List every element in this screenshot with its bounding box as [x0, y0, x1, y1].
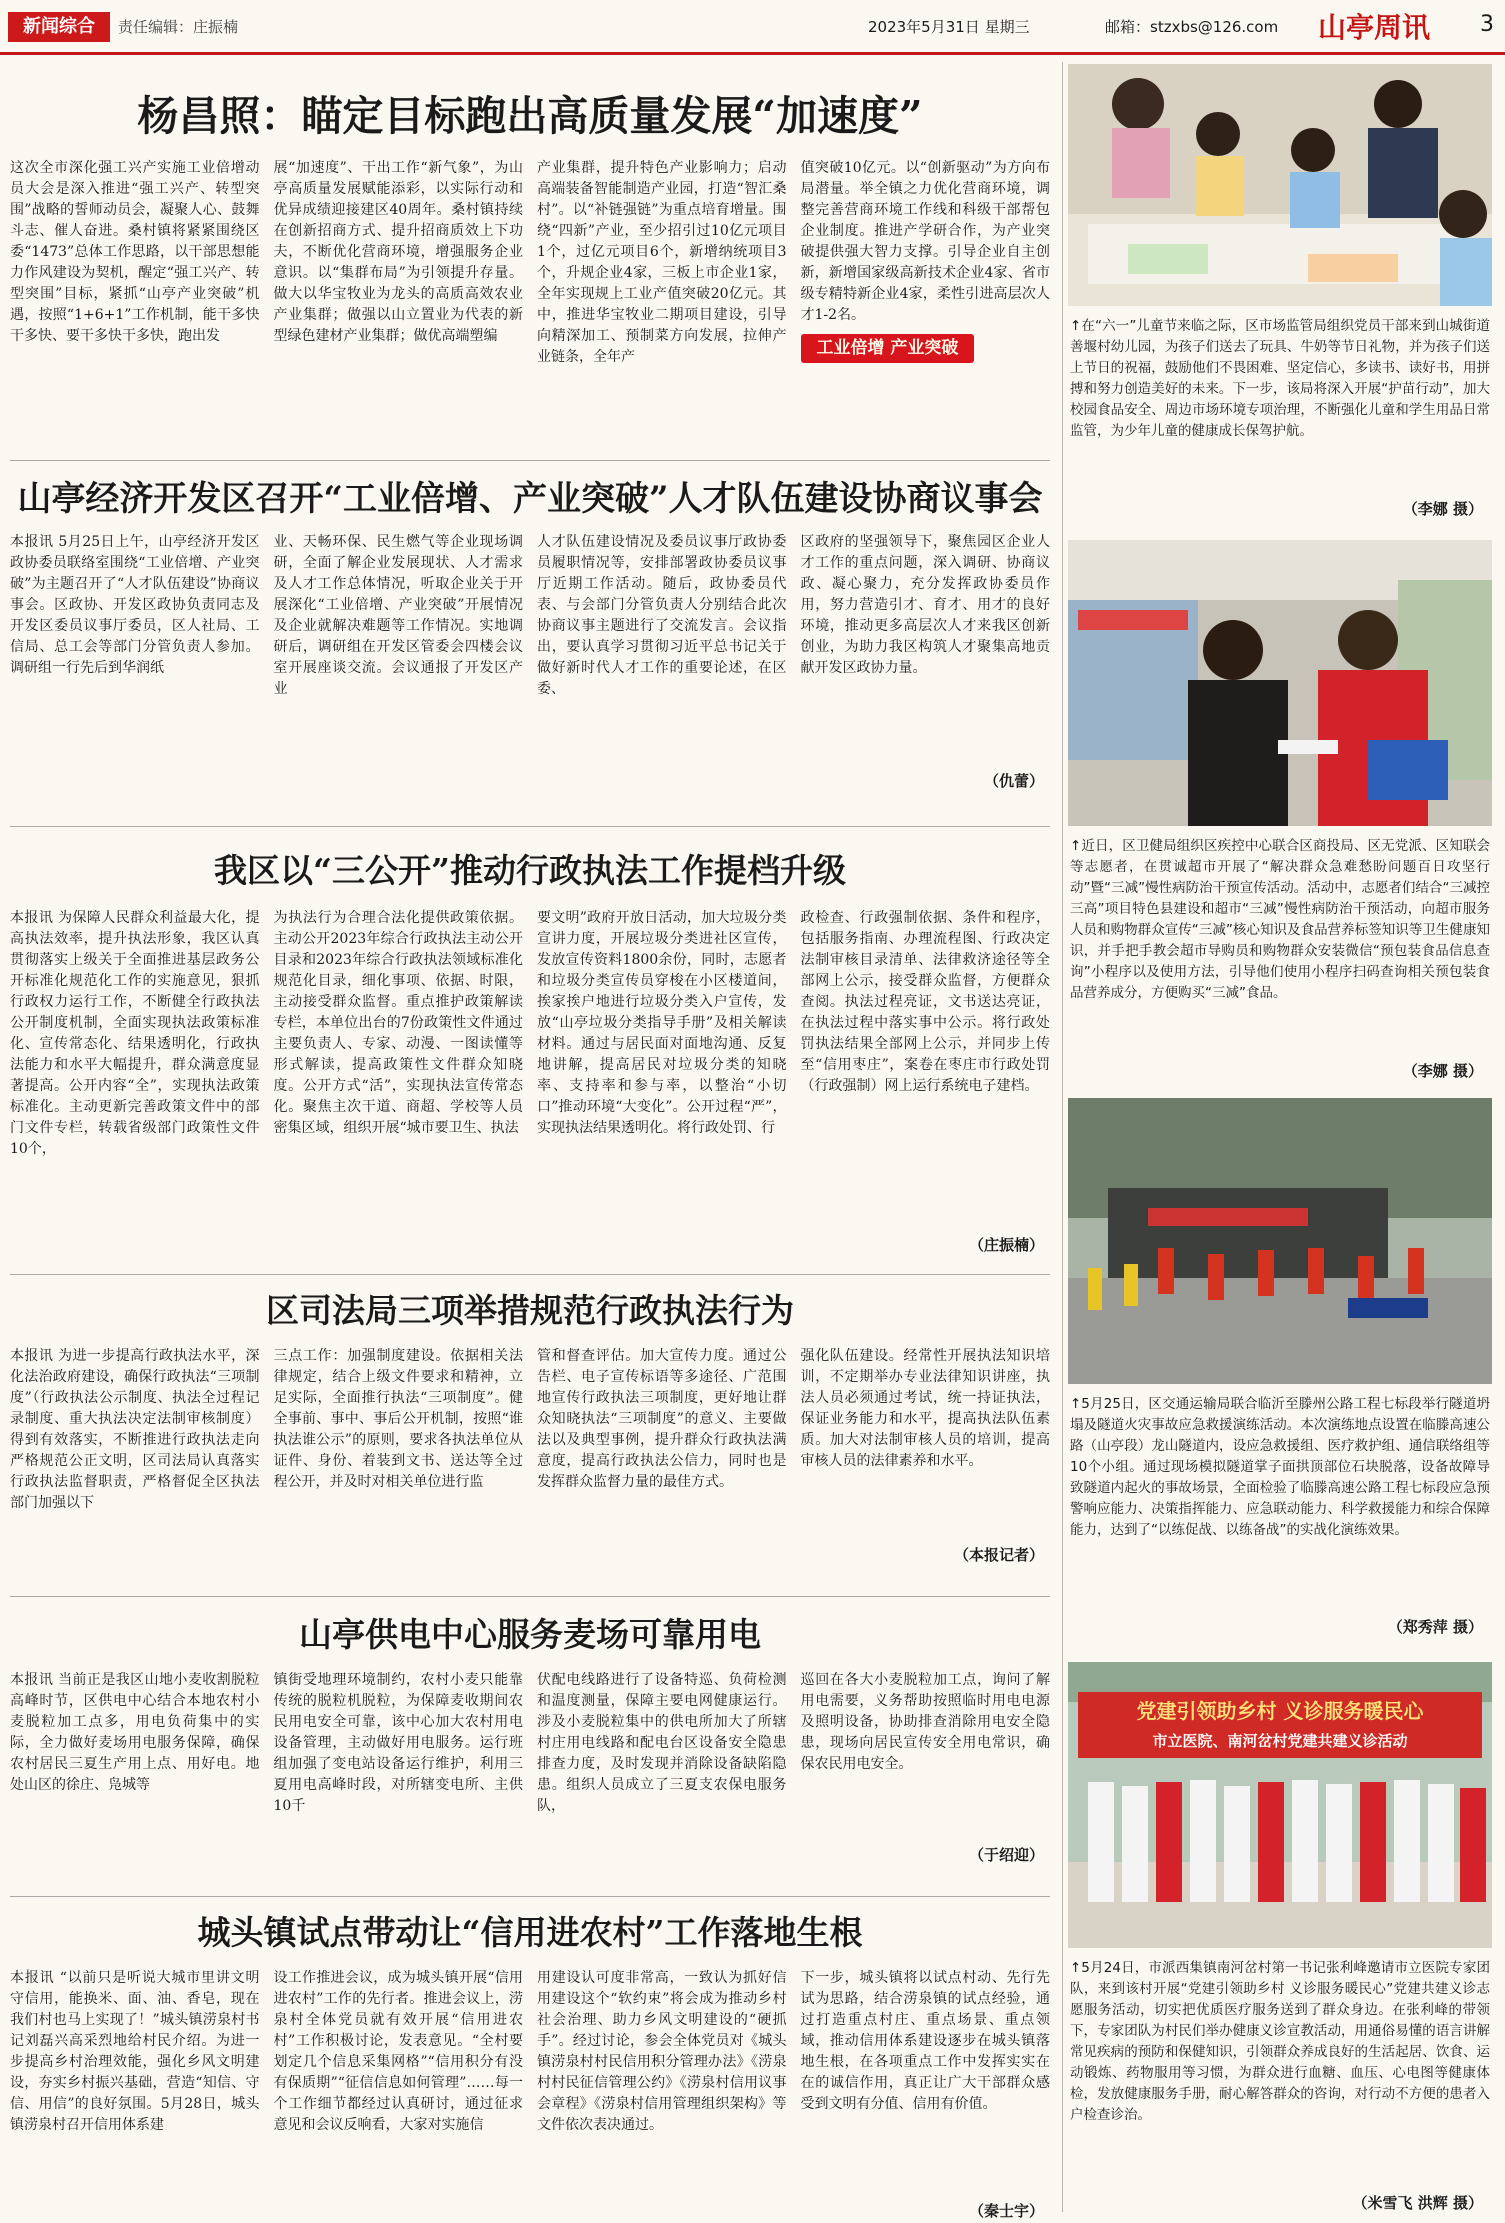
article-column: 下一步，城头镇将以试点村动、先行先试为思路，结合涝泉镇的试点经验，通过打造重点村庄、重点场景、重点领域，推动信用体系建设逐步在城头镇落地生根，在各项重点工作中发挥实实在在的诚信作用，真正让广大干部群众感受到文明有分值、信用有价值。 — [800, 1970, 1050, 2112]
editor-credit: 责任编辑：庄振楠 — [118, 18, 239, 36]
article-justice-bureau — [10, 1288, 1050, 1588]
article-column: 这次全市深化强工兴产实施工业倍增动员大会是深入推进“强工兴产、转型突围”战略的誓师动员会，凝聚人心、鼓舞斗志、催人奋进。桑村镇将紧紧围绕区委“1473”总体工作思路，以干部思想能力作风建设为契机，醒定“强工兴产、转型突围”目标，紧抓“山亭产业突破”机遇，按照“1+6+1”工作机制，能干多快干多快、要干多快干多快，跑出发 — [10, 160, 260, 344]
article-body — [10, 908, 1050, 1244]
photo-caption: ↑近日，区卫健局组织区疾控中心联合区商投局、区无党派、区知联会等志愿者，在贯诚超市开展了“解决群众急难愁盼问题百日攻坚行动”暨“三减”慢性病防治干预宣传活动。活动中，志愿者们结合“三减控三高”项目特色县建设和超市“三减”慢性病防治干预活动，向超市服务人员和购物群众宣传“三减”核心知识及食品营养标签知识等卫生健康知识，并手把手教会超市导购员和购物群众安装微信“预包装食品信息查询”小程序以及使用方法，引导他们使用小程序扫码查询相关预包装食品营养成分，方便购买“三减”食品。 — [1070, 838, 1490, 1001]
article-title: 山亭经济开发区召开“工业倍增、产业突破”人才队伍建设协商议事会 — [17, 479, 1043, 519]
article-divider — [10, 460, 1050, 461]
article-talent-meeting — [10, 476, 1050, 806]
article-column: 产业集群，提升特色产业影响力；启动高端装备智能制造产业园，打造“智汇桑村”。以“补链强链”为重点培育增量。围绕“四新”产业，至少招引过10亿元项目1个，过亿元项目6个，新增纳统项目3个，升规企业4家，三板上市企业1家，全年实现规上工业产值突破20亿元。其中，推进华宝牧业二期项目建设，引导向精深加工、预制菜方向发展，拉伸产业链条，全年产 — [537, 160, 787, 365]
article-column: 本报讯 “以前只是听说大城市里讲文明守信用，能换米、面、油、香皂，现在我们村也马上实现了！”城头镇涝泉村书记刘磊兴高采烈地给村民介绍。为进一步提高乡村治理效能，强化乡风文明建设，夯实乡村振兴基础，营造“知信、守信、用信”的良好氛围。5月28日，城头镇涝泉村召开信用体系建 — [10, 1970, 260, 2133]
article-body — [10, 1968, 1050, 2198]
article-byline: （本报记者） — [953, 1546, 1044, 1564]
banner-text-top: 党建引领助乡村 义诊服务暖民心 — [1136, 1699, 1424, 1723]
article-body — [10, 532, 1050, 722]
column-divider — [1062, 62, 1063, 2212]
article-column: 管和督查评估。加大宣传力度。通过公告栏、电子宣传标语等多途径、广范围地宣传行政执法三项制度，更好地让群众知晓执法“三项制度”的意义、主要做法以及典型事例，提升群众行政执法满意度，提高行政执法公信力，同时也是发挥群众监督力量的最佳方式。 — [537, 1348, 787, 1490]
photo-children-drawing — [1068, 64, 1492, 306]
article-divider — [10, 1896, 1050, 1897]
article-column — [801, 158, 1051, 418]
photo-credit: （郑秀萍 摄） — [1387, 1618, 1483, 1636]
photo-credit: （李娜 摄） — [1402, 500, 1483, 518]
article-column: 巡回在各大小麦脱粒加工点，询问了解用电需要，义务帮助按照临时用电电源及照明设备，协助排查消除用电安全隐患，现场向居民宣传安全用电常识，确保农民用电安全。 — [800, 1672, 1050, 1772]
article-column: 为执法行为合理合法化提供政策依据。主动公开2023年综合行政执法主动公开目录和2023年综合行政执法领域标准化规范化目录，细化事项、依据、时限，主动接受群众监督。重点推护政策解读专栏，本单位出台的7份政策性文件通过主要负责人、专家、动漫、一图读懂等形式解读，提高政策性文件群众知晓度。公开方式“活”，实现执法宣传常态化。聚焦主次干道、商超、学校等人员密集区域，组织开展“城市要卫生、执法 — [273, 910, 523, 1136]
article-power-supply — [10, 1612, 1050, 1882]
article-three-publicity — [10, 848, 1050, 1268]
photo-caption: ↑5月24日，市派西集镇南河岔村第一书记张利峰邀请市立医院专家团队，来到该村开展“党建引领助乡村 义诊服务暖民心”党建共建义诊志愿服务活动，切实把优质医疗服务送到了群众身边。在张利峰的带领下，专家团队为村民们举办健康义诊宣教活动，用通俗易懂的语言讲解常见疾病的预防和保健知识，引领群众养成良好的生活起居、饮食、运动锻炼、药物服用等习惯，为群众进行血糖、血压、心电图等健康体检，发放健康服务手册，耐心解答群众的咨询，对行动不方便的患者入户检查诊治。 — [1070, 1960, 1490, 2123]
article-credit-village — [10, 1910, 1050, 2220]
article-title: 区司法局三项举措规范行政执法行为 — [266, 1291, 794, 1330]
article-byline: （秦士宇） — [968, 2202, 1044, 2220]
article-title: 杨昌照：瞄定目标跑出高质量发展“加速度” — [137, 92, 923, 140]
article-column: 镇街受地理环境制约，农村小麦只能靠传统的脱粒机脱粒，为保障麦收期间农民用电安全可靠，该中心加大农村用电设备管理，主动做好用电服务。运行班组加强了变电站设备运行维护，利用三夏用电高峰时段，对所辖变电所、主供10千 — [273, 1672, 523, 1814]
article-byline: （仇蕾） — [983, 772, 1044, 790]
masthead-rule — [0, 52, 1505, 55]
article-byline: （庄振楠） — [968, 1236, 1044, 1254]
article-column: 本报讯 当前正是我区山地小麦收割脱粒高峰时节，区供电中心结合本地农村小麦脱粒加工点多，用电负荷集中的实际，全力做好麦场用电服务保障，确保农村居民三夏生产用上点、用好电。地处山区的徐庄、凫城等 — [10, 1672, 260, 1793]
article-body — [10, 158, 1050, 418]
article-title: 山亭供电中心服务麦场可靠用电 — [299, 1615, 761, 1654]
article-title: 我区以“三公开”推动行政执法工作提档升级 — [214, 851, 846, 890]
article-column: 人才队伍建设情况及委员议事厅政协委员履职情况等，安排部署政协委员议事厅近期工作活动。随后，政协委员代表、与会部门分管负责人分别结合此次协商议事主题进行了交流发言。会议指出，要认真学习贯彻习近平总书记关于做好新时代人才工作的重要论述，在区委、 — [537, 534, 787, 697]
paper-name: 山亭周讯 — [1318, 11, 1431, 44]
issue-date: 2023年5月31日 星期三 — [868, 18, 1030, 36]
article-title: 城头镇试点带动让“信用进农村”工作落地生根 — [197, 1913, 863, 1952]
photo-medical-service — [1068, 1662, 1492, 1948]
article-column-text: 值突破10亿元。以“创新驱动”为方向布局潜量。举全镇之力优化营商环境，调整完善营商环境工作线和科级干部帮包企业制度。推进产学研合作，为产业突破提供强大智力支撑。引导企业自主创新，新增国家级高新技术企业4家、省市级专精特新企业4家，柔性引进高层次人才1-2名。 — [800, 160, 1050, 323]
article-column: 要文明”政府开放日活动，加大垃圾分类宣讲力度，开展垃圾分类进社区宣传，发放宣传资料1800余份，同时，志愿者和垃圾分类宣传员穿梭在小区楼道间，挨家挨户地进行垃圾分类入户宣传，发放“山亭垃圾分类指导手册”及相关解读材料。通过与居民面对面地沟通、反复地讲解，提高居民对垃圾分类的知晓率、支持率和参与率，以整治“小切口”推动环境“大变化”。公开过程“严”，实现执法结果透明化。将行政处罚、行 — [537, 910, 787, 1136]
photo-tunnel-drill — [1068, 1098, 1492, 1384]
article-column: 伏配电线路进行了设备特巡、负荷检测和温度测量，保障主要电网健康运行。涉及小麦脱粒集中的供电所加大了所辖村庄用电线路和配电台区设备安全隐患排查力度，及时发现并消除设备缺陷隐患。组织人员成立了三夏支农保电服务队， — [537, 1672, 787, 1814]
article-divider — [10, 1596, 1050, 1597]
photo-caption: ↑5月25日，区交通运输局联合临沂至滕州公路工程七标段举行隧道坍塌及隧道火灾事故应急救援演练活动。本次演练地点设置在临滕高速公路（山亭段）龙山隧道内，设应急救援组、医疗救护组、通信联络组等10个小组。通过现场模拟隧道掌子面拱顶部位石块脱落，设备故障导致隧道内起火的事故场景，全面检验了临滕高速公路工程七标段应急预警响应能力、决策指挥能力、应急联动能力、科学救援能力和综合保障能力，达到了“以练促战、以练备战”的实战化演练效果。 — [1070, 1396, 1490, 1538]
article-column: 本报讯 5月25日上午，山亭经济开发区政协委员联络室围绕“工业倍增、产业突破”为主题召开了“人才队伍建设”协商议事会。区政协、开发区政协负责同志及开发区委员议事厅委员，区人社局、工信局、总工会等部门分管负责人参加。调研组一行先后到华润纸 — [10, 534, 260, 676]
contact-email: 邮箱：stzxbs@126.com — [1105, 18, 1279, 36]
section-label: 新闻综合 — [8, 12, 110, 42]
article-yang-changzhao — [10, 88, 1050, 444]
article-column: 设工作推进会议，成为城头镇开展“信用进农村”工作的先行者。推进会议上，涝泉村全体党员就有效开展“信用进农村”工作积极讨论，发表意见。“全村要划定几个信息采集网格”“信用积分有没有保质期”“征信信息如何管理”……每一个工作细节都经过认真研讨，通过征求意见和会议反响看，大家对实施信 — [273, 1970, 523, 2133]
masthead — [0, 0, 1505, 58]
article-column: 政检查、行政强制依据、条件和程序，包括服务指南、办理流程图、行政决定法制审核目录清单、法律救济途径等全部网上公示，接受群众监督，方便群众查阅。执法过程亮证，文书送达亮证，在执法过程中落实事中公示。将行政处罚执法结果全部网上公示，并同步上传至“信用枣庄”，案卷在枣庄市行政处罚（行政强制）网上运行系统电子建档。 — [800, 910, 1050, 1094]
topic-tag: 工业倍增 产业突破 — [801, 334, 975, 363]
article-byline: （于绍迎） — [968, 1846, 1044, 1864]
article-column: 用建设认可度非常高，一致认为抓好信用建设这个“软约束”将会成为推动乡村社会治理、助力乡风文明建设的“硬抓手”。经过讨论，参会全体党员对《城头镇涝泉村村民信用积分管理办法》《涝泉村村民征信管理公约》《涝泉村信用议事会章程》《涝泉村信用管理组织架构》等文件依次表决通过。 — [537, 1970, 787, 2133]
article-column: 展“加速度”、干出工作“新气象”，为山亭高质量发展赋能添彩，以实际行动和优异成绩迎接建区40周年。桑村镇持续在创新招商方式、提升招商质效上下功夫，不断优化营商环境，增强服务企业意识。以“集群布局”为引领提升存量。做大以华宝牧业为龙头的高质高效农业产业集群；做强以山立置业为代表的新型绿色建材产业集群；做优高端塑编 — [273, 160, 523, 344]
article-column: 本报讯 为保障人民群众利益最大化，提高执法效率，提升执法形象，我区认真贯彻落实上级关于全面推进基层政务公开标准化规范化工作的实施意见，狠抓行政权力运行工作，不断健全行政执法公开制度机制，全面实现执法政策标准化、宣传常态化、结果透明化，行政执法能力和水平大幅提升，群众满意度显著提高。公开内容“全”，实现执法政策标准化。主动更新完善政策文件中的部门文件专栏，转载省级部门政策性文件10个， — [10, 910, 260, 1157]
article-divider — [10, 1274, 1050, 1275]
article-divider — [10, 826, 1050, 827]
article-column: 三点工作：加强制度建设。依据相关法律规定，结合上级文件要求和精神，立足实际，全面推行执法“三项制度”。健全事前、事中、事后公开机制，按照“谁执法谁公示”的原则，要求各执法单位从证件、身份、着装到文书、送达等全过程公开，并及时对相关单位进行监 — [273, 1348, 523, 1490]
article-column: 强化队伍建设。经常性开展执法知识培训，不定期举办专业法律知识讲座，执法人员必须通过考试，统一持证执法，保证业务能力和水平，提高执法队伍素质。加大对法制审核人员的培训，提高审核人员的法律素养和水平。 — [800, 1348, 1050, 1469]
article-column: 区政府的坚强领导下，聚焦园区企业人才工作的重点问题，深入调研、协商议政、凝心聚力，充分发挥政协委员作用，努力营造引才、育才、用才的良好环境，推动更多高层次人才来我区创新创业，为助力我区构筑人才聚集高地贡献开发区政协力量。 — [800, 534, 1050, 676]
article-body — [10, 1346, 1050, 1568]
article-body — [10, 1670, 1050, 1838]
article-column: 本报讯 为进一步提高行政执法水平，深化法治政府建设，确保行政执法“三项制度”（行政执法公示制度、执法全过程记录制度、重大执法决定法制审核制度）得到有效落实，不断推进行政执法走向严格规范公正文明，区司法局认真落实行政执法监督职责，严格督促全区执法部门加强以下 — [10, 1348, 260, 1511]
photo-caption: ↑在“六一”儿童节来临之际，区市场监管局组织党员干部来到山城街道善堰村幼儿园，为孩子们送去了玩具、牛奶等节日礼物，并为孩子们送上节日的祝福，鼓励他们不畏困难、坚定信心，多读书、读好书，用拼搏和努力创造美好的未来。下一步，该局将深入开展“护苗行动”，加大校园食品安全、周边市场环境专项治理，不断强化儿童和学生用品日常监管，为少年儿童的健康成长保驾护航。 — [1070, 318, 1490, 439]
article-column: 业、天畅环保、民生燃气等企业现场调研，全面了解企业发展现状、人才需求及人才工作总体情况，听取企业关于开展深化“工业倍增、产业突破”开展情况及企业就解决难题等工作情况。实地调研后，调研组在开发区管委会四楼会议室开展座谈交流。会议通报了开发区产业 — [273, 534, 523, 697]
photo-credit: （米雪飞 洪辉 摄） — [1352, 2194, 1483, 2212]
photo-supermarket-health — [1068, 540, 1492, 826]
banner-text-bottom: 市立医院、南河岔村党建共建义诊活动 — [1152, 1732, 1408, 1750]
page-number: 3 — [1480, 12, 1494, 37]
photo-credit: （李娜 摄） — [1402, 1062, 1483, 1080]
